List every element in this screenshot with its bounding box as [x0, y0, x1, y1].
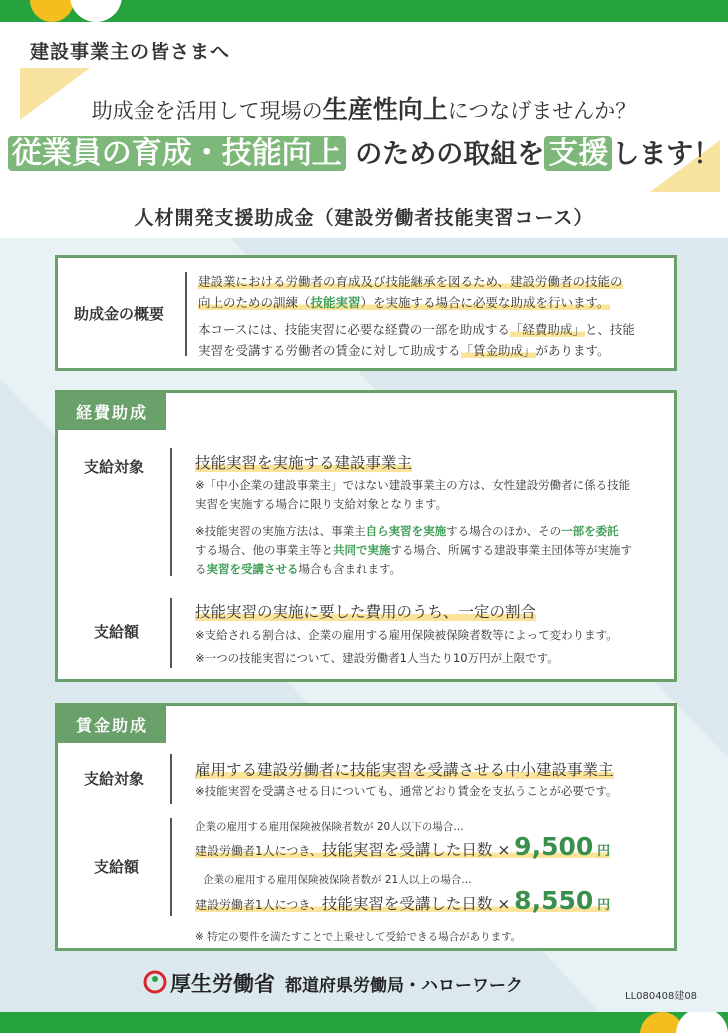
footnote: ※ 特定の要件を満たすことで上乗せして受給できる場合があります。 — [195, 931, 522, 943]
condition-20-or-less: 企業の雇用する雇用保険被保険者数が 20人以下の場合… — [195, 821, 464, 833]
wage-subsidy-tab: 賃金助成 — [58, 706, 166, 743]
divider-line — [170, 598, 172, 668]
amount-line-2: 建設労働者1人につき、技能実習を受講した日数 × 8,550 円 — [195, 886, 611, 915]
amount-note-2: ※一つの技能実習について、建設労働者1人当たり10万円が上限です。 — [195, 651, 559, 665]
amount-main: 技能実習の実施に要した費用のうち、一定の割合 — [195, 603, 537, 621]
divider-line — [185, 272, 187, 356]
amount-label: 支給額 — [94, 623, 140, 641]
subsidy-name: 人材開発支援助成金（建設労働者技能実習コース） — [134, 207, 594, 229]
target-label: 支給対象 — [84, 770, 145, 788]
amount-9500: 9,500 — [514, 832, 594, 861]
yellow-circle-decoration — [70, 0, 122, 22]
highlight-training: 従業員の育成・技能向上 — [8, 136, 346, 171]
highlight-support: 支援 — [544, 136, 612, 171]
summary-panel — [55, 255, 677, 371]
top-green-bar — [0, 0, 728, 22]
headline-support: 従業員の育成・技能向上 のための取組を 支援 します！ — [0, 128, 728, 172]
addressee-heading: 建設事業主の皆さまへ — [30, 41, 231, 63]
target-note-1: ※「中小企業の建設事業主」ではない建設事業主の方は、女性建設労働者に係る技能 実習を実施する場合に限り支給対象となります。 — [195, 478, 631, 511]
divider-line — [170, 448, 172, 576]
summary-label: 助成金の概要 — [74, 305, 165, 323]
bottom-green-bar — [0, 1012, 728, 1033]
divider-line — [170, 818, 172, 916]
amount-8550: 8,550 — [514, 886, 594, 915]
target-note-2: ※技能実習の実施方法は、事業主自ら実習を実施する場合のほか、その一部を委託 する場合、他の事業主等と共同で実施する場合、所属する建設事業主団体等が実施す る実習を受講させる場合も含まれます。 — [195, 524, 632, 576]
yellow-circle-decoration — [30, 0, 74, 22]
target-label: 支給対象 — [84, 458, 145, 476]
amount-label: 支給額 — [94, 858, 140, 876]
target-main: 技能実習を実施する建設事業主 — [195, 454, 413, 472]
target-main: 雇用する建設労働者に技能実習を受講させる中小建設事業主 — [195, 761, 614, 779]
expense-subsidy-panel — [55, 390, 677, 682]
wage-subsidy-panel — [55, 703, 677, 951]
document-code: LL080408建08 — [625, 991, 698, 1002]
summary-text: 建設業における労働者の育成及び技能継承を図るため、建設労働者の技能の 向上のための訓練（技能実習）を実施する場合に必要な助成を行います。 本コースには、技能実習に必要な経費の一部を助成する「経費助成」と、技能 実習を受講する労働者の賃金に対して助成する「賃金助成」があります。 — [198, 274, 635, 358]
expense-subsidy-tab: 経費助成 — [58, 393, 166, 430]
target-note: ※技能実習を受講させる日についても、通常どおり賃金を支払うことが必要です。 — [195, 784, 618, 798]
divider-line — [170, 754, 172, 804]
amount-line-1: 建設労働者1人につき、技能実習を受講した日数 × 9,500 円 — [195, 832, 611, 861]
condition-21-or-more: 企業の雇用する雇用保険被保険者数が 21人以上の場合… — [203, 874, 472, 886]
headline-question: 助成金を活用して現場の生産性向上につなげませんか？ — [91, 95, 637, 124]
footer-ministry: 厚生労働省 都道府県労働局・ハローワーク — [170, 972, 523, 996]
amount-note-1: ※支給される割合は、企業の雇用する雇用保険被保険者数等によって変わります。 — [195, 628, 618, 642]
white-circle-decoration — [676, 1012, 728, 1033]
